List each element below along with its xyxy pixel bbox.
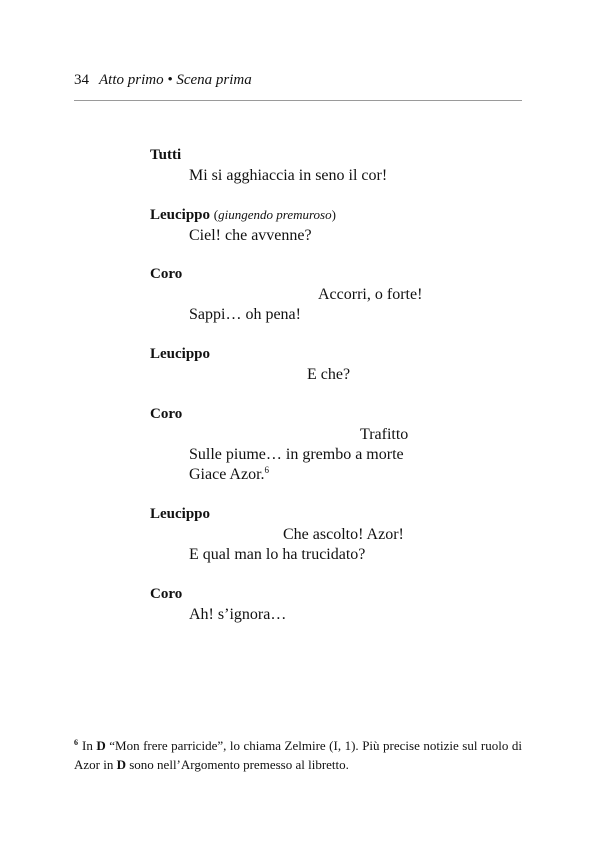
footnote-number: 6	[74, 738, 78, 747]
speaker-name: Coro	[150, 266, 183, 282]
verse-line-indented: Trafitto	[360, 426, 409, 443]
verse-line: Sappi… oh pena!	[189, 306, 301, 323]
verse-line: Giace Azor.$^6$	[189, 465, 270, 483]
verse-line-indented: E che?	[307, 366, 351, 383]
speaker-name: Tutti	[150, 147, 182, 163]
verse-line: Sulle piume… in grembo a morte	[189, 446, 404, 463]
verse-line: Ciel! che avvenne?	[189, 227, 312, 244]
speaker-name: Leucippo	[150, 506, 211, 522]
speaker-name: Leucippo	[150, 207, 211, 223]
running-title: Atto primo • Scena prima	[99, 72, 252, 88]
stage-direction: (giungendo premuroso)	[213, 207, 336, 222]
speaker-with-direction	[150, 207, 336, 224]
stage-direction-text: giungendo premuroso	[218, 207, 332, 222]
source-siglum: D	[96, 738, 106, 753]
verse-line: Mi si agghiaccia in seno il cor!	[189, 167, 388, 184]
verse-line: E qual man lo ha trucidato?	[189, 546, 366, 563]
verse-line-indented: Accorri, o forte!	[318, 286, 423, 303]
running-header	[74, 71, 252, 89]
footnote: $^6$ In D “Mon frere parricide”, lo chiama Zelmire (I, 1). Più precise notizie sul ruolo di Azor in D sono nell’Argomento premesso al libretto.	[74, 738, 522, 772]
page-number: 34	[74, 72, 89, 88]
verse-line-indented: Che ascolto! Azor!	[283, 526, 404, 543]
speaker-name: Coro	[150, 406, 183, 422]
speaker-name: Leucippo	[150, 346, 211, 362]
speaker-name: Coro	[150, 586, 183, 602]
header-rule	[74, 100, 522, 101]
source-siglum: D	[116, 757, 126, 772]
verse-line: Ah! s’ignora…	[189, 606, 287, 623]
footnote-reference: 6	[264, 465, 270, 475]
